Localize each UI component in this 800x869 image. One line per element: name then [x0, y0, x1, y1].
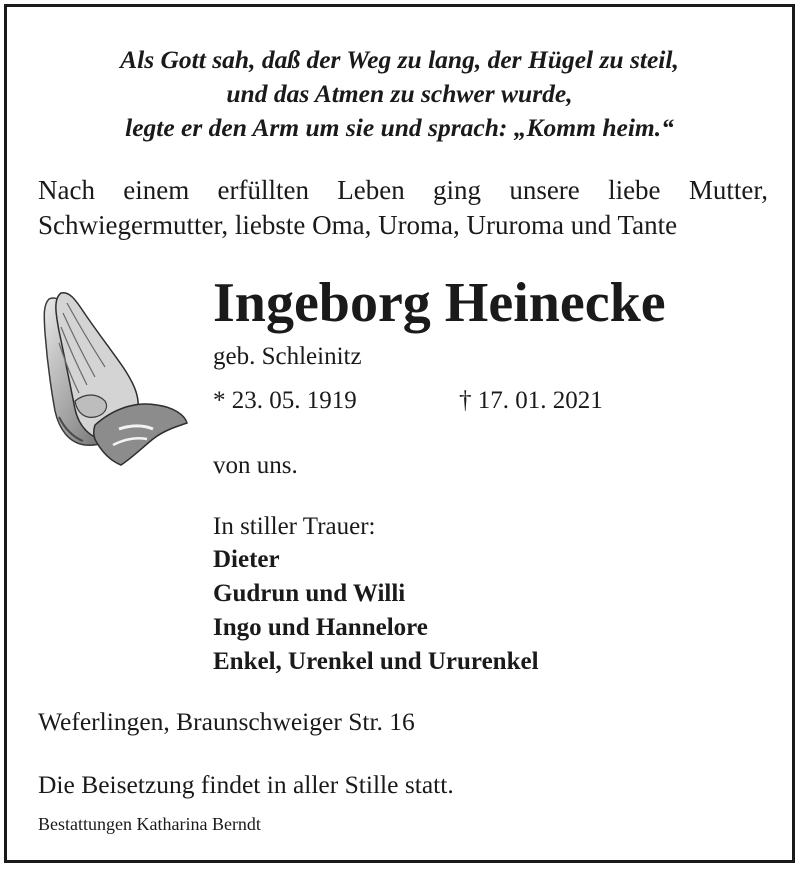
intro-line: Schwiegermutter, liebste Oma, Uroma, Ururoma und Tante — [38, 210, 678, 240]
birth-date: * 23. 05. 1919 — [213, 387, 357, 414]
burial-note: Die Beisetzung findet in aller Stille statt. — [38, 770, 454, 799]
mourner-name: Ingo und Hannelore — [213, 614, 428, 641]
intro-line: Nach einem erfüllten Leben ging unsere liebe Mutter, — [38, 175, 768, 205]
maiden-name: geb. Schleinitz — [213, 343, 362, 370]
closing-text: von uns. — [213, 452, 298, 479]
undertaker: Bestattungen Katharina Berndt — [38, 814, 261, 834]
address: Weferlingen, Braunschweiger Str. 16 — [38, 707, 415, 736]
poem-line: und das Atmen zu schwer wurde, — [226, 79, 573, 108]
mourning-label: In stiller Trauer: — [213, 513, 376, 540]
mourner-name: Gudrun und Willi — [213, 580, 406, 607]
obituary-notice — [4, 4, 795, 863]
mourner-name: Dieter — [213, 546, 280, 573]
poem-line: Als Gott sah, daß der Weg zu lang, der Hügel zu steil, — [120, 45, 679, 74]
poem-line: legte er den Arm um sie und sprach: „Komm heim.“ — [125, 113, 674, 142]
praying-hands-icon — [35, 289, 195, 474]
mourner-name: Enkel, Urenkel und Ururenkel — [213, 648, 539, 675]
death-date: † 17. 01. 2021 — [459, 387, 603, 414]
intro-text — [38, 173, 768, 243]
mourner-list — [213, 543, 539, 679]
poem — [7, 43, 792, 145]
deceased-name: Ingeborg Heinecke — [213, 272, 666, 334]
